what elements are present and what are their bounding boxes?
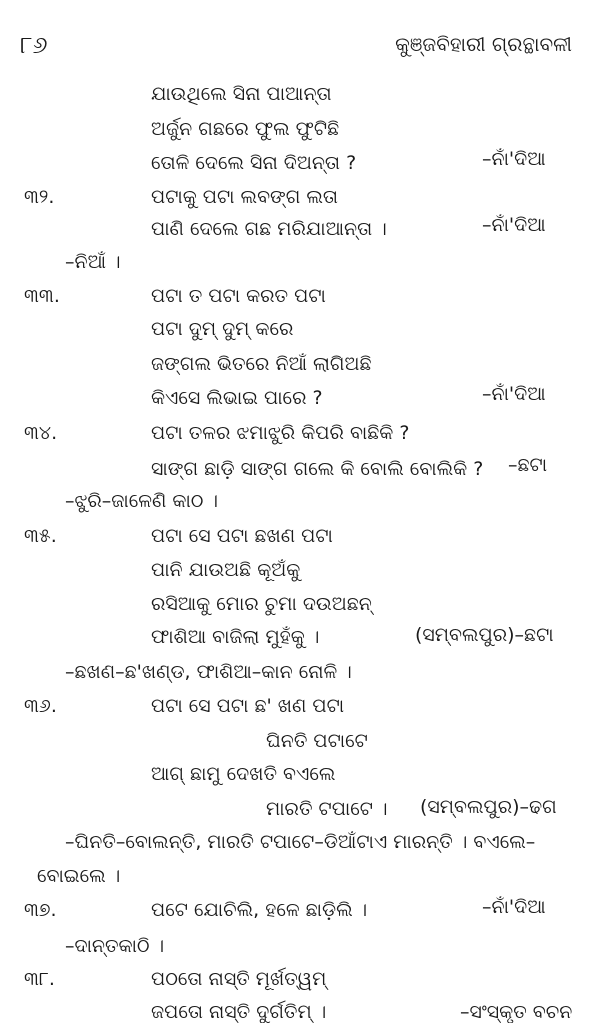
verse-line: ପଟାକୁ ପଟା ଲବଙ୍ଗ ଲତା bbox=[151, 186, 339, 208]
verse-line: ପଟା ସେ ପଟା ଛ' ଖଣ ପଟା bbox=[151, 695, 345, 717]
verse-line: ଜପତୋ ନାସ୍ତି ଦୁର୍ଗତିମ୍ । bbox=[151, 1001, 327, 1023]
riddle-answer: –ନିଆଁ । bbox=[65, 251, 121, 273]
verse-line: ଫାଶିଆ ବାଜିଲା ମୁହଁକୁ । bbox=[151, 626, 320, 648]
riddle-type: (ସମ୍ବଲପୁର)–ଛଟା bbox=[415, 624, 554, 646]
verse-line: କିଏସେ ଲିଭାଇ ପାରେ ? bbox=[151, 387, 323, 409]
riddle-type: (ସମ୍ବଲପୁର)–ଢଗ bbox=[420, 796, 557, 818]
riddle-number: ୩୬. bbox=[24, 695, 57, 717]
verse-line: ପାନି ଯାଉଅଛି କୂଅଁକୁ bbox=[151, 559, 301, 581]
verse-line: ପଟା ତ ପଟା କରତ ପଟା bbox=[151, 285, 326, 307]
riddle-number: ୩୩. bbox=[24, 285, 60, 307]
riddle-type: –ଛଟା bbox=[508, 454, 548, 476]
riddle-answer: ବୋଇଲେ । bbox=[37, 865, 121, 887]
riddle-type: –ସଂସ୍କୃତ ବଚନ bbox=[460, 1001, 573, 1023]
riddle-answer: –ଝୁରି–ଜାଳେଣି କାଠ । bbox=[65, 490, 219, 512]
verse-line: ପଟା ସେ ପଟା ଛଖଣ ପଟା bbox=[151, 525, 333, 547]
page-number: ୮୬ bbox=[20, 31, 48, 59]
riddle-answer: –ଘିନତି–ବୋଲନ୍ତି, ମାରତି ଟପାଟେ–ଡିଆଁଟାଏ ମାରନ୍ତି । ବଏଲେ– bbox=[65, 831, 536, 853]
verse-line: ଅର୍ଜୁନ ଗଛରେ ଫୁଲ ଫୁଟିଛି bbox=[151, 118, 340, 140]
riddle-answer: –ଦାନ୍ତକାଠି । bbox=[65, 935, 165, 957]
verse-line: ପଟା ଦୁମ୍ ଦୁମ୍ କରେ bbox=[151, 318, 294, 340]
riddle-answer: –ଛଖଣ–ଛ'ଖଣ୍ଡ, ଫାଶିଆ–କାନ ନୋଳି । bbox=[65, 661, 352, 683]
verse-line: ପଟା ତଳର ଝମାଝୁରି କିପରି ବାଛିକି ? bbox=[151, 422, 410, 444]
verse-line: ମାରତି ଟପାଟେ । bbox=[266, 798, 388, 820]
riddle-number: ୩୪. bbox=[24, 422, 58, 444]
riddle-number: ୩୮. bbox=[24, 968, 55, 990]
riddle-number: ୩୫. bbox=[24, 525, 57, 547]
riddle-type: –ନାଁ'ଦିଆ bbox=[482, 383, 546, 405]
verse-line: ଜଙ୍ଗଲ ଭିତରେ ନିଆଁ ଲାଗିଅଛି bbox=[151, 353, 372, 375]
verse-line: ତୋଳି ଦେଲେ ସିନା ଦିଅନ୍ତା ? bbox=[151, 152, 357, 174]
verse-line: ପଠତୋ ନାସ୍ତି ମୂର୍ଖତ୍ୱମ୍ bbox=[151, 968, 327, 990]
riddle-type: –ନାଁ'ଦିଆ bbox=[482, 214, 546, 236]
verse-line: ସାଙ୍ଗ ଛାଡ଼ି ସାଙ୍ଗ ଗଲେ କି ବୋଲି ବୋଲିକି ? bbox=[151, 458, 484, 480]
verse-line: ରସିଆକୁ ମୋର ଚୁମା ଦଉଅଛନ୍ bbox=[151, 593, 372, 615]
verse-line: ଯାଉଥିଲେ ସିନା ପାଆନ୍ତା bbox=[151, 83, 332, 105]
riddle-type: –ନାଁ'ଦିଆ bbox=[482, 148, 546, 170]
verse-line: ଘିନତି ପଟାଟେ bbox=[266, 730, 368, 752]
riddle-number: ୩୭. bbox=[24, 899, 57, 921]
verse-line: ପଟେ ଯୋଚିଲି, ହଳେ ଛାଡ଼ିଲି । bbox=[151, 899, 368, 921]
book-title: କୁଞ୍ଜବିହାରୀ ଗ୍ରନ୍ଥାବଳୀ bbox=[395, 32, 572, 56]
verse-line: ପାଣି ଦେଲେ ଗଛ ମରିଯାଆନ୍ତା । bbox=[151, 218, 387, 240]
verse-line: ଆଗ୍ ଛାମୁ ଦେଖତି ବଏଲେ bbox=[151, 763, 336, 785]
riddle-type: –ନାଁ'ଦିଆ bbox=[482, 896, 546, 918]
riddle-number: ୩୨. bbox=[24, 186, 55, 208]
